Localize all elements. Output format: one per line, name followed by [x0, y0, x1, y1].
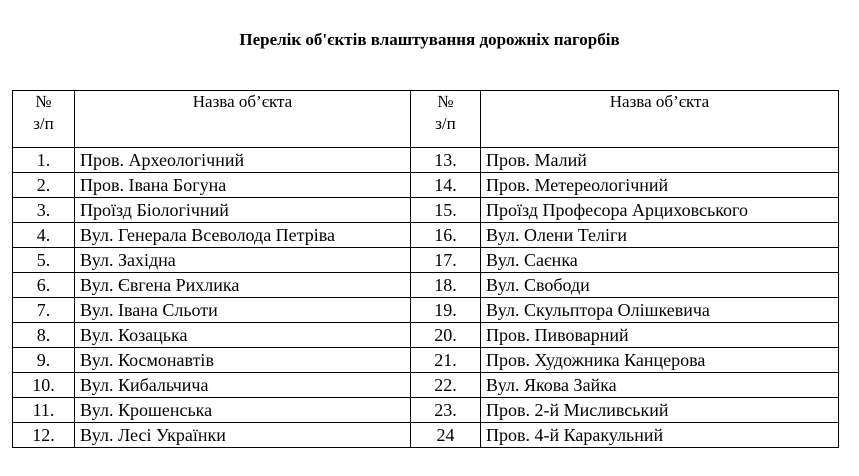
left-name-cell: Проїзд Біологічний [75, 198, 411, 223]
left-number-cell: 3. [13, 198, 75, 223]
right-name-cell: Вул. Олени Теліги [481, 223, 839, 248]
left-number-cell: 5. [13, 248, 75, 273]
right-name-cell: Пров. 2-й Мисливський [481, 398, 839, 423]
right-name-cell: Пров. Метереологічний [481, 173, 839, 198]
left-name-cell: Пров. Археологічний [75, 148, 411, 173]
left-number-cell: 11. [13, 398, 75, 423]
right-number-cell: 14. [411, 173, 481, 198]
objects-table [12, 90, 839, 448]
right-number-cell: 19. [411, 298, 481, 323]
table-row [13, 173, 839, 198]
right-name-cell: Вул. Скульптора Олішкевича [481, 298, 839, 323]
left-name-cell: Вул. Євгена Рихлика [75, 273, 411, 298]
left-number-cell: 1. [13, 148, 75, 173]
right-name-cell: Проїзд Професора Арциховського [481, 198, 839, 223]
right-number-cell: 22. [411, 373, 481, 398]
table-row [13, 423, 839, 448]
table-header-row [13, 91, 839, 148]
right-number-cell: 15. [411, 198, 481, 223]
left-number-cell: 10. [13, 373, 75, 398]
left-name-cell: Вул. Західна [75, 248, 411, 273]
left-name-cell: Вул. Крошенська [75, 398, 411, 423]
left-number-cell: 4. [13, 223, 75, 248]
right-number-cell: 18. [411, 273, 481, 298]
left-number-cell: 7. [13, 298, 75, 323]
left-number-cell: 12. [13, 423, 75, 448]
table-row [13, 373, 839, 398]
right-number-cell: 20. [411, 323, 481, 348]
table-row [13, 323, 839, 348]
left-name-cell: Вул. Кибальчича [75, 373, 411, 398]
table-row [13, 398, 839, 423]
left-number-cell: 9. [13, 348, 75, 373]
table-row [13, 273, 839, 298]
header-number-right [411, 91, 481, 148]
right-name-cell: Пров. 4-й Каракульний [481, 423, 839, 448]
right-name-cell: Пров. Художника Канцерова [481, 348, 839, 373]
left-number-cell: 8. [13, 323, 75, 348]
right-number-cell: 21. [411, 348, 481, 373]
table-row [13, 198, 839, 223]
table-row [13, 348, 839, 373]
left-number-cell: 6. [13, 273, 75, 298]
table-row [13, 248, 839, 273]
right-number-cell: 13. [411, 148, 481, 173]
left-name-cell: Вул. Космонавтів [75, 348, 411, 373]
right-name-cell: Пров. Малий [481, 148, 839, 173]
header-number-abbrev: з/п [33, 114, 54, 133]
left-name-cell: Вул. Івана Сльоти [75, 298, 411, 323]
right-number-cell: 16. [411, 223, 481, 248]
table-row [13, 298, 839, 323]
right-name-cell: Вул. Якова Зайка [481, 373, 839, 398]
left-number-cell: 2. [13, 173, 75, 198]
document-title: Перелік об'єктів влаштування дорожніх пагорбів [239, 30, 620, 49]
header-number-left [13, 91, 75, 148]
left-name-cell: Пров. Івана Богуна [75, 173, 411, 198]
right-number-cell: 24 [411, 423, 481, 448]
table-row [13, 148, 839, 173]
table-row [13, 223, 839, 248]
right-name-cell: Вул. Саєнка [481, 248, 839, 273]
left-name-cell: Вул. Генерала Всеволода Петріва [75, 223, 411, 248]
header-number-symbol: № [437, 92, 454, 111]
right-name-cell: Вул. Свободи [481, 273, 839, 298]
header-number-abbrev: з/п [435, 114, 456, 133]
header-number-symbol: № [35, 92, 52, 111]
right-number-cell: 17. [411, 248, 481, 273]
left-name-cell: Вул. Лесі Українки [75, 423, 411, 448]
header-name-right: Назва об’єкта [481, 91, 839, 148]
left-name-cell: Вул. Козацька [75, 323, 411, 348]
right-number-cell: 23. [411, 398, 481, 423]
header-name-left: Назва об’єкта [75, 91, 411, 148]
right-name-cell: Пров. Пивоварний [481, 323, 839, 348]
